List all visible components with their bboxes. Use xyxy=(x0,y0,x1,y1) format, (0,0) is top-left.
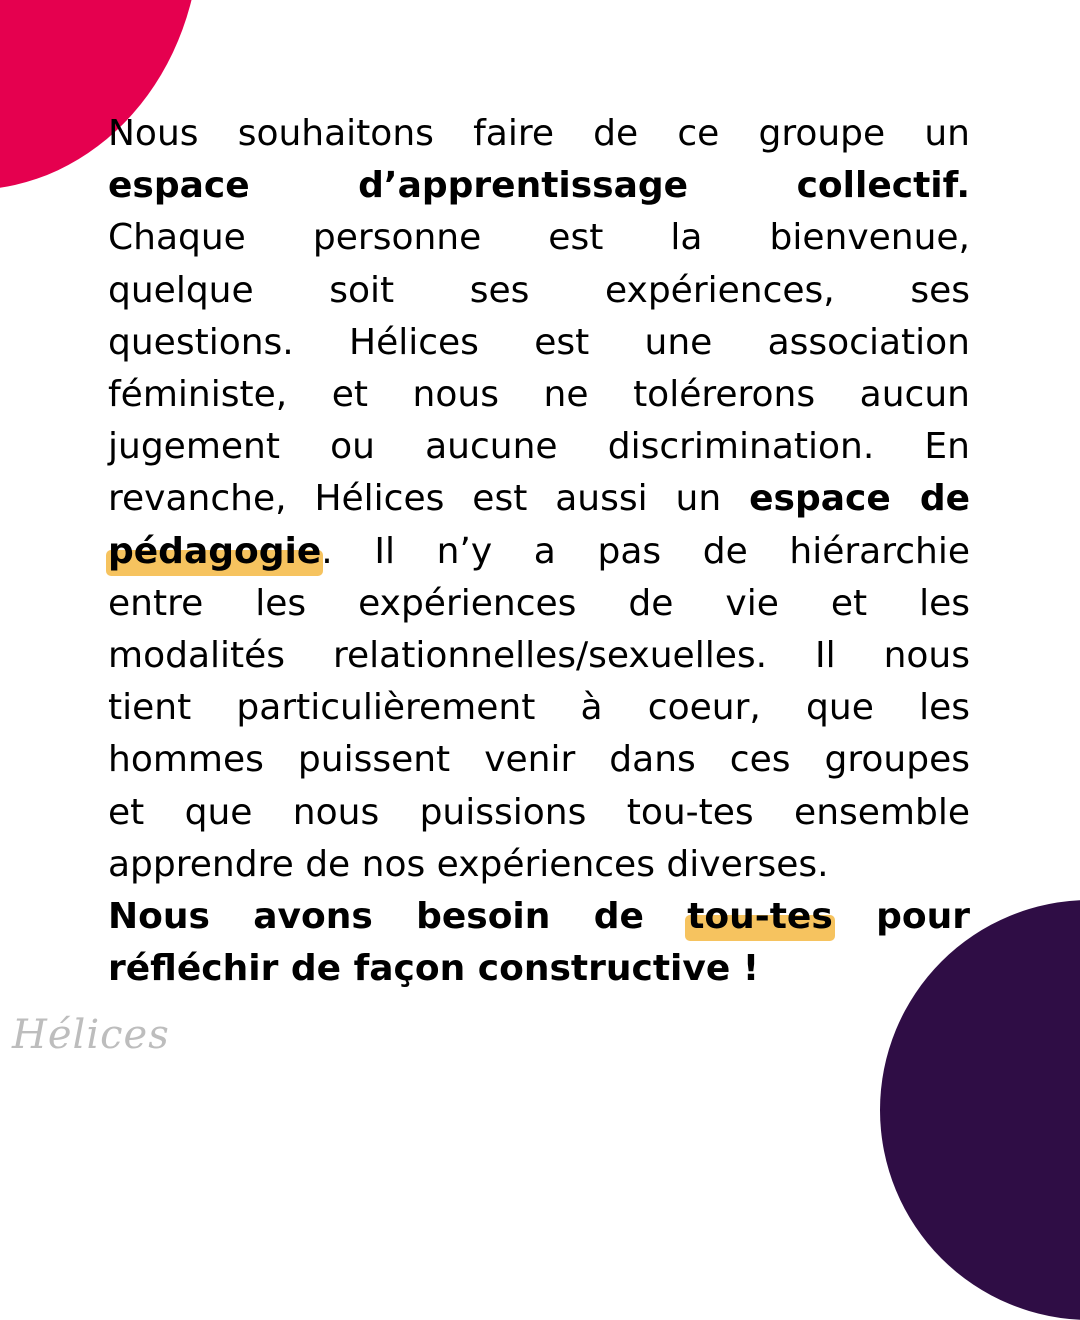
text-line: quelque soit ses expériences, ses xyxy=(108,269,970,311)
text-line: hommes puissent venir dans ces groupes xyxy=(108,739,970,781)
bold-fragment: espace de xyxy=(749,478,971,520)
closing-line: réfléchir de façon constructive ! xyxy=(108,948,760,990)
closing-line xyxy=(108,891,970,943)
text-fragment: . Il n’y a pas de hiérarchie xyxy=(321,530,970,572)
main-text xyxy=(108,108,970,995)
highlighted-word: tou-tes xyxy=(687,891,833,943)
text-fragment: pour xyxy=(876,896,970,938)
text-line: modalités relationnelles/sexuelles. Il nous xyxy=(108,635,970,677)
text-line: Chaque personne est la bienvenue, xyxy=(108,217,970,259)
text-line: questions. Hélices est une association xyxy=(108,321,970,363)
text-line-bold: espace d’apprentissage collectif. xyxy=(108,165,970,207)
text-line: et que nous puissions tou-tes ensemble xyxy=(108,791,970,833)
text-line xyxy=(108,526,970,578)
highlighted-word: pédagogie xyxy=(108,526,321,578)
text-fragment: revanche, Hélices est aussi un xyxy=(108,478,722,520)
text-line: tient particulièrement à coeur, que les xyxy=(108,687,970,729)
text-line: entre les expériences de vie et les xyxy=(108,582,970,624)
text-line: apprendre de nos expériences diverses. xyxy=(108,843,829,885)
text-line: jugement ou aucune discrimination. En xyxy=(108,426,970,468)
text-line: Nous souhaitons faire de ce groupe un xyxy=(108,113,970,154)
helices-logo: Hélices xyxy=(12,1012,170,1058)
text-fragment: Nous avons besoin de xyxy=(108,896,644,938)
text-line: féministe, et nous ne tolérerons aucun xyxy=(108,374,970,416)
text-line xyxy=(108,473,970,525)
